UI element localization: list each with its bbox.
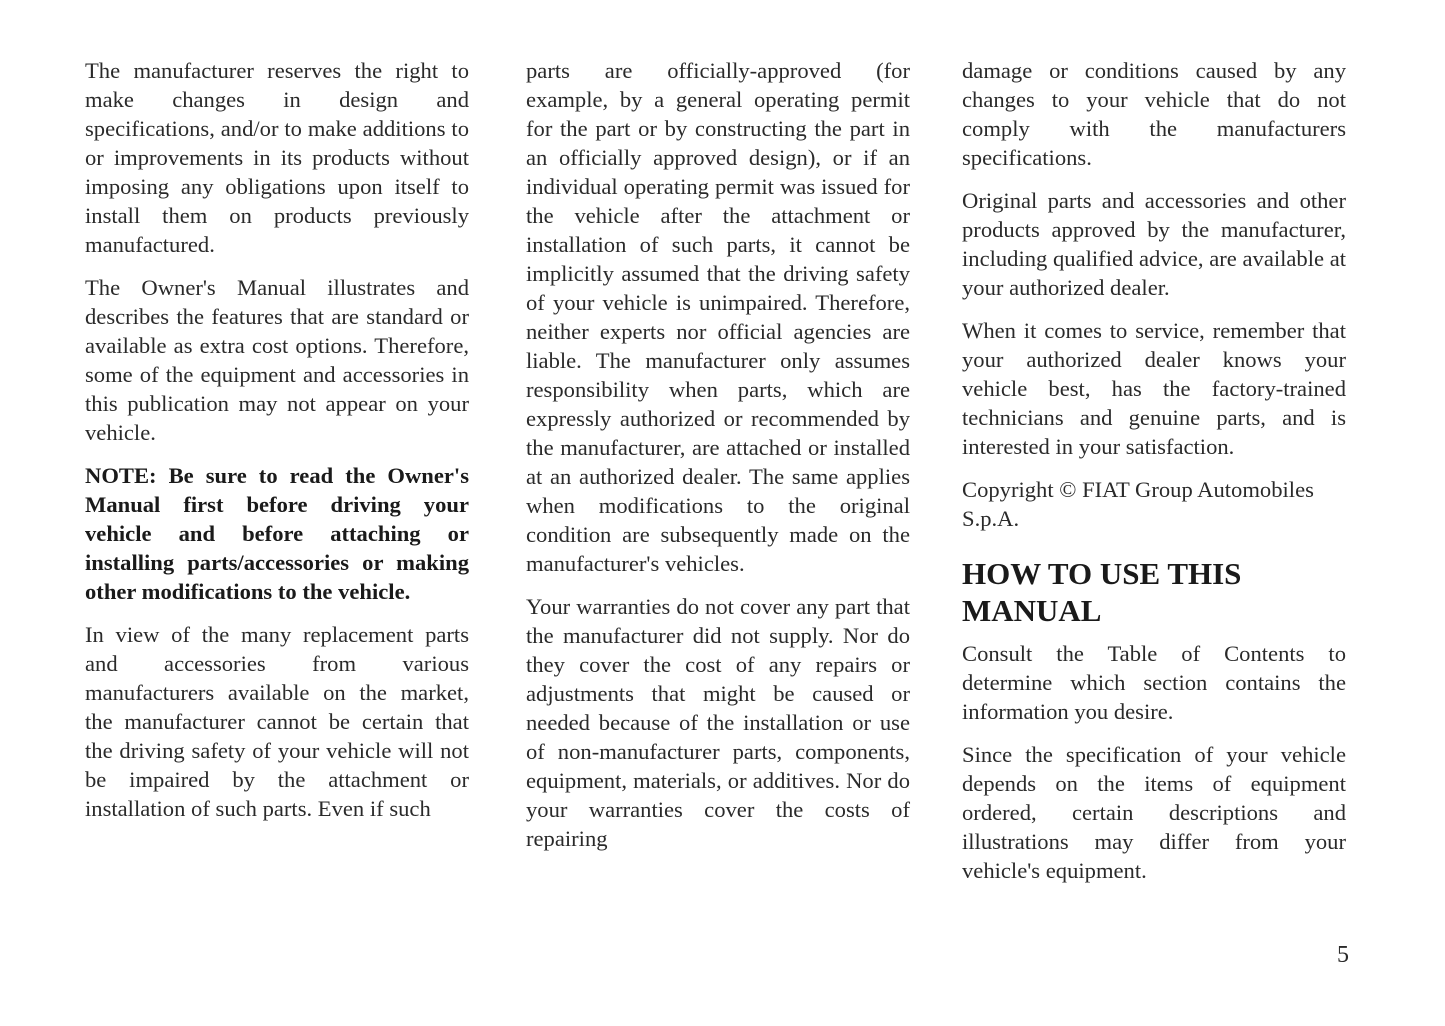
text-column-2 [526, 56, 910, 867]
paragraph-design-changes: The manufacturer reserves the right to make changes in design and specifications, and/or to make additions to or improvements in its products without imposing any obligations upon itself to install them on products previously manufactured. [85, 58, 469, 257]
section-heading: HOW TO USE THIS MANUAL [962, 556, 1242, 628]
paragraph-original-parts: Original parts and accessories and other products approved by the manufacturer, including qualified advice, are available at your authorized dealer. [962, 188, 1346, 300]
paragraph-approved-parts: parts are officially-approved (for example, by a general operating permit for the part or by constructing the part in an officially approved design), or if an individual operating permit was issued for the vehicle after the attachment or installation of such parts, it cannot be implicitly assumed that the driving safety of your vehicle is unimpaired. Therefore, neither experts nor official agencies are liable. The manufacturer only assumes responsibility when parts, which are expressly authorized or recommended by the manufacturer, are attached or installed at an authorized dealer. The same applies when modifications to the original condition are subsequently made on the manufacturer's vehicles. [526, 58, 910, 576]
paragraph-table-of-contents: Consult the Table of Contents to determine which section contains the information you desire. [962, 641, 1346, 724]
page-number: 5 [1337, 942, 1349, 968]
text-column-3 [962, 56, 1346, 899]
paragraph-replacement-parts: In view of the many replacement parts and accessories from various manufacturers available on the market, the manufacturer cannot be certain that the driving safety of your vehicle will not be impaired by the attachment or installation of such parts. Even if such [85, 622, 469, 821]
paragraph-damage-conditions: damage or conditions caused by any changes to your vehicle that do not comply with the manufacturers specifications. [962, 58, 1346, 170]
text-column-1 [85, 56, 469, 837]
paragraph-note: NOTE: Be sure to read the Owner's Manual first before driving your vehicle and before attaching or installing parts/accessories or making other modifications to the vehicle. [85, 463, 469, 604]
paragraph-warranties: Your warranties do not cover any part that the manufacturer did not supply. Nor do they cover the cost of any repairs or adjustments that might be caused or needed because of the installation or use of non-manufacturer parts, components, equipment, materials, or additives. Nor do your warranties cover the costs of repairing [526, 594, 910, 851]
paragraph-specification: Since the specification of your vehicle depends on the items of equipment ordered, certain descriptions and illustrations may differ from your vehicle's equipment. [962, 742, 1346, 883]
paragraph-copyright: Copyright © FIAT Group Automobiles S.p.A. [962, 477, 1314, 531]
paragraph-manual-features: The Owner's Manual illustrates and describes the features that are standard or available as extra cost options. Therefore, some of the equipment and accessories in this publication may not appear on your vehicle. [85, 275, 469, 445]
paragraph-service: When it comes to service, remember that your authorized dealer knows your vehicle best, has the factory-trained technicians and genuine parts, and is interested in your satisfaction. [962, 318, 1346, 459]
